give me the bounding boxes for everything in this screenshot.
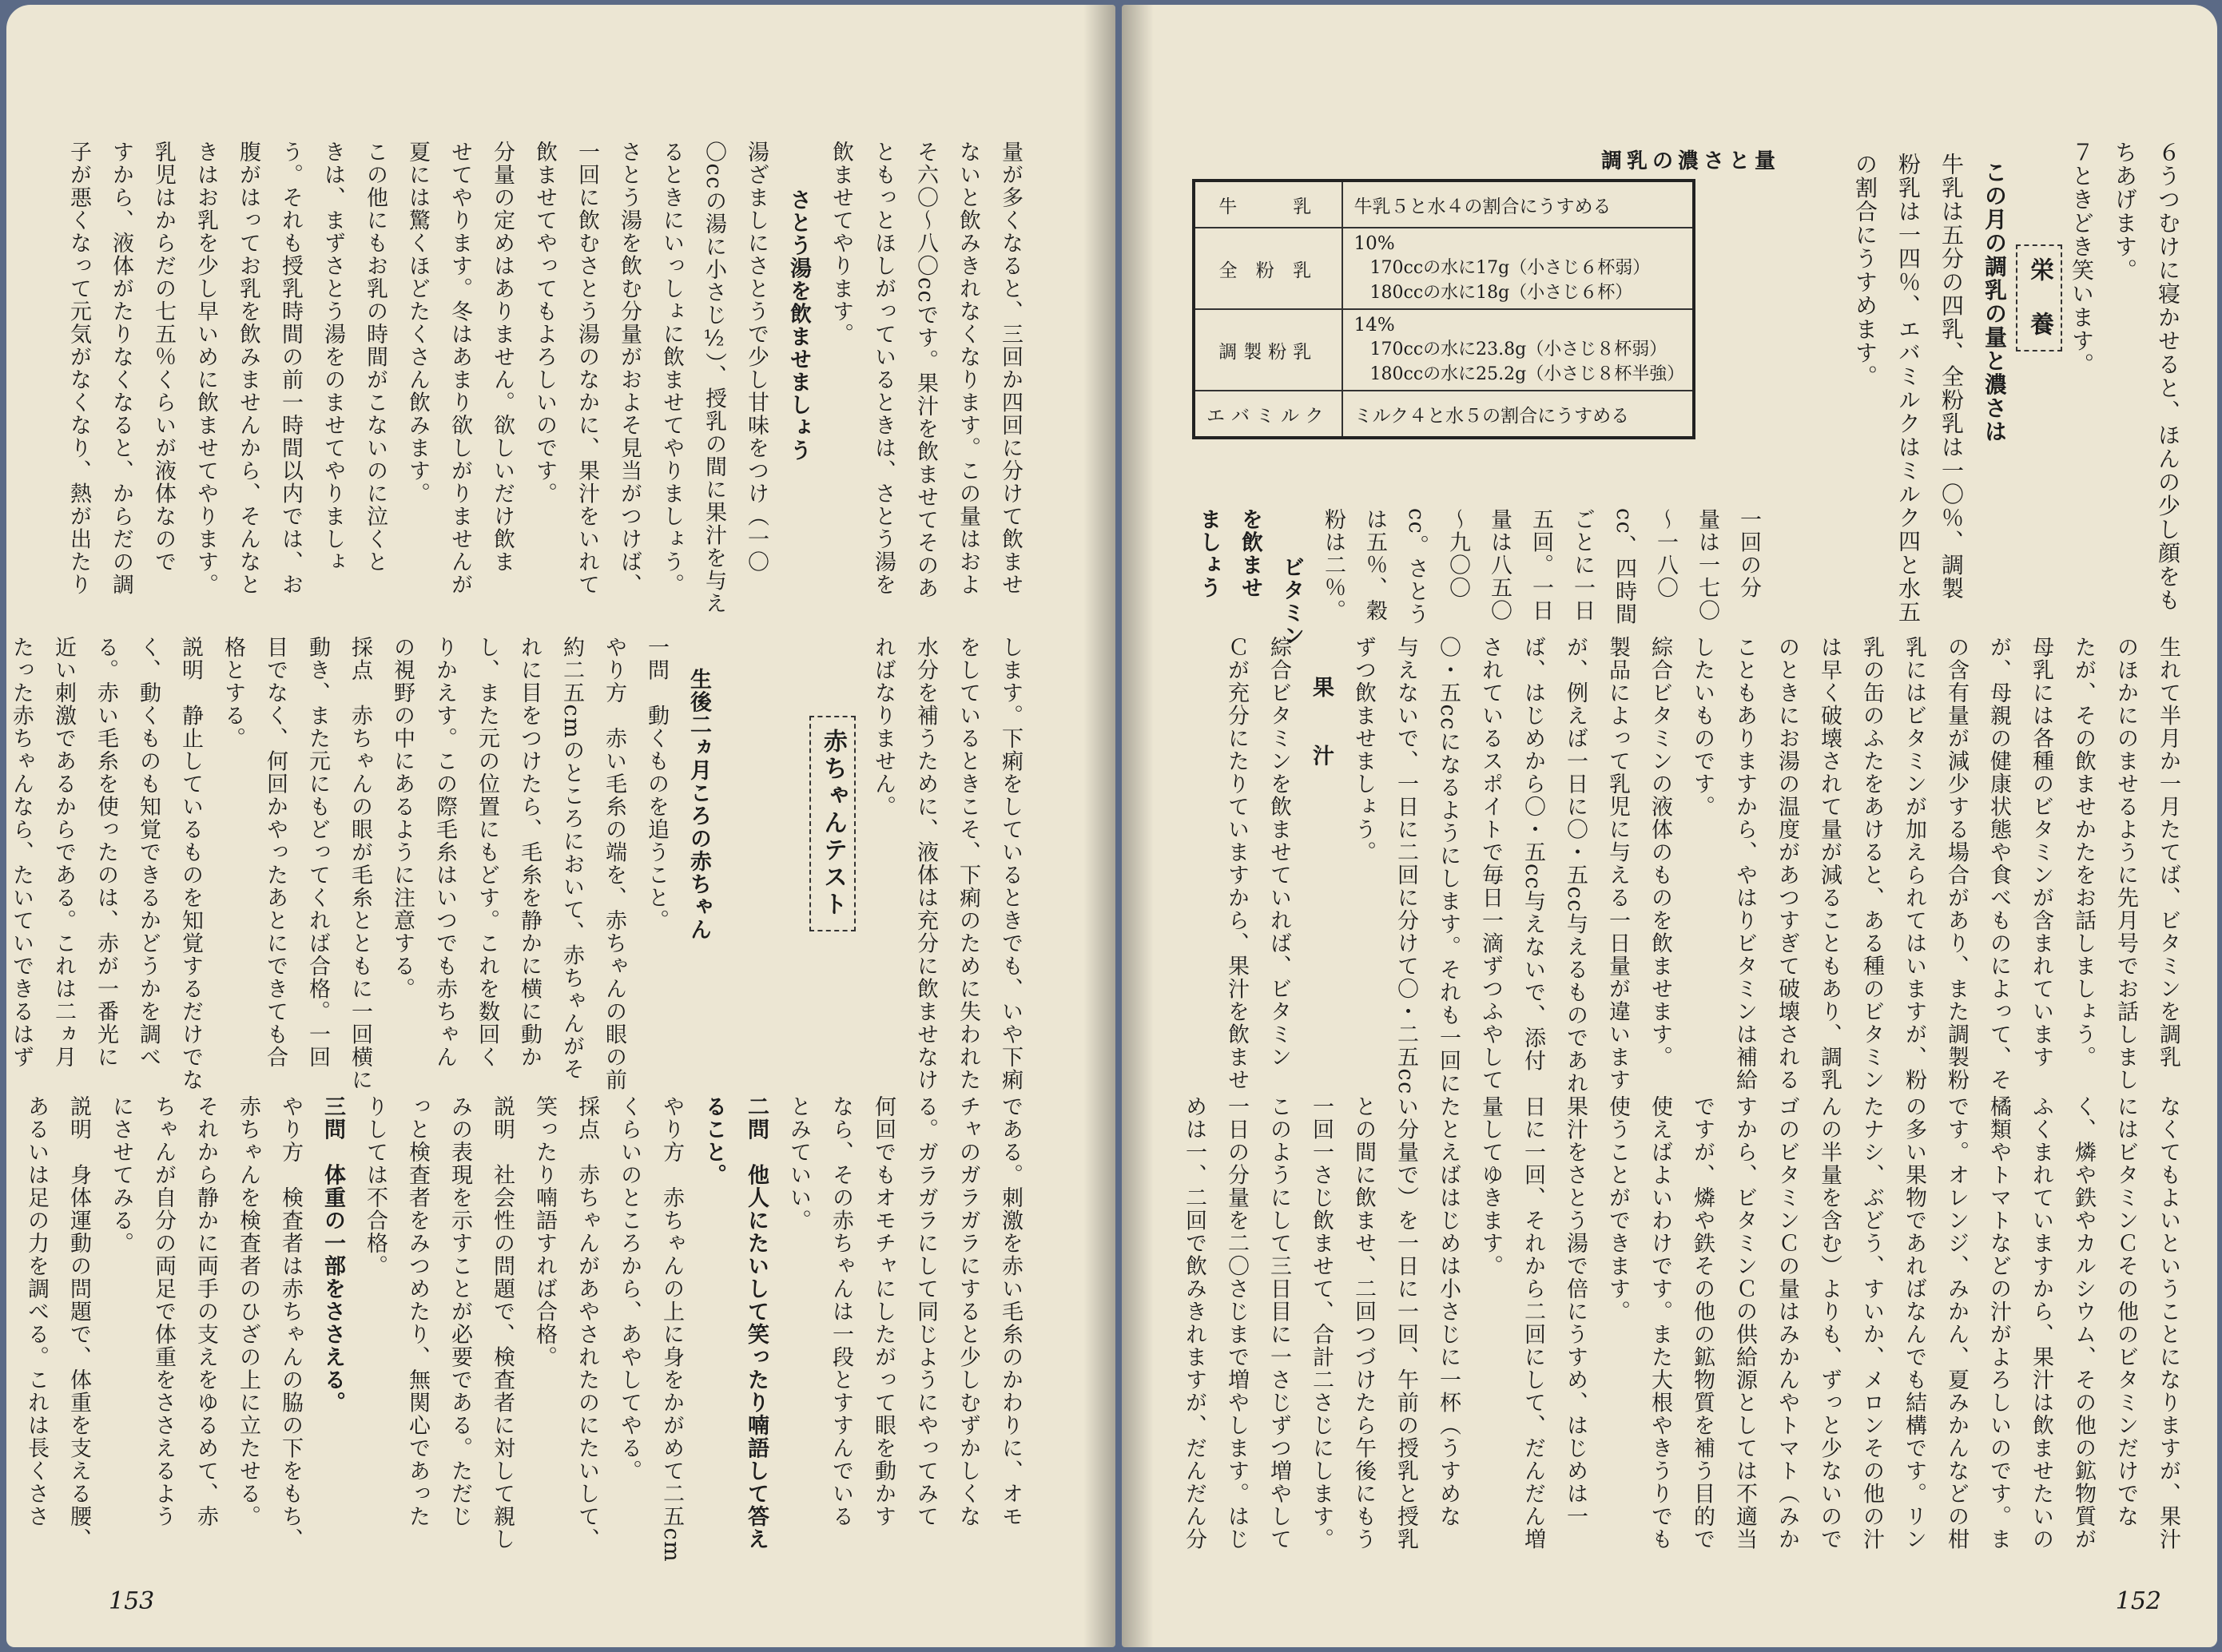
- text-line: たが、その飲ませかたをお話しましょう。: [2071, 636, 2096, 1069]
- text-line: 与えないで、一日に二回に分けて〇・二五cc: [1393, 636, 1418, 1095]
- text-line: 子が悪くなって元気がなくなり、熱が出たり: [66, 141, 91, 596]
- text-line: 生れて半月か一月たてば、ビタミンを調乳: [2156, 636, 2180, 1069]
- text-line: きはお乳を少し早いめに飲ませてやります。: [193, 141, 218, 596]
- text-line: くらいのところから、あやしてやる。: [617, 1095, 642, 1483]
- table-row: [1194, 228, 1694, 309]
- text-line: 約二五cmのところにおいて、赤ちゃんがそ: [559, 636, 584, 1081]
- row-value: [1342, 309, 1694, 391]
- question-heading: 二問 他人にたいして笑ったり喃語して答え: [744, 1095, 769, 1551]
- text-line: 説明 静止しているものを知覚するだけでな: [178, 636, 203, 1091]
- baby-test-subheading: 生後二ヵ月ころの赤ちゃん: [686, 668, 711, 941]
- text-line: 使うことができます。: [1605, 1095, 1630, 1323]
- text-line: 夏には驚くほどたくさん飲みます。: [405, 141, 430, 505]
- text-line: 近い刺激であるからである。これは二ヵ月: [51, 636, 76, 1069]
- row-value: 牛乳５と水４の割合にうすめる: [1342, 181, 1694, 228]
- text-line: 乳にはビタミンが加えられてはいますが、粉: [1902, 636, 1926, 1091]
- text-line: なくてもよいということになりますが、果汁: [2156, 1095, 2180, 1551]
- text-line: 牛乳は五分の四乳、全粉乳は一〇％、調製: [1938, 153, 1965, 601]
- text-line: るときにいっしょに飲ませてやりましょう。: [659, 141, 684, 596]
- question-heading: 三問 体重の一部をささえる。: [320, 1095, 345, 1414]
- baby-test-heading: 赤ちゃんテスト: [809, 716, 856, 931]
- text-line: 格とする。: [221, 636, 245, 750]
- text-line: の割合にうすめます。: [1852, 153, 1878, 388]
- text-line: やり方 検査者は赤ちゃんの脇の下をもち、: [278, 1095, 303, 1551]
- text-line: 綜合ビタミンの液体のものを飲ませます。: [1648, 636, 1672, 1069]
- row-label: 調製粉乳: [1194, 309, 1342, 391]
- text-line: りかえす。この際毛糸はいつでも赤ちゃん: [432, 636, 457, 1069]
- text-line: は五％、穀: [1362, 508, 1387, 622]
- text-line: こともありますから、やはりビタミンは補給: [1732, 636, 1757, 1091]
- text-line: る。ガラガラにして同じようにやってみて: [913, 1095, 938, 1528]
- text-line: 湯ざましにさとうで少し甘味をつけ（一〇: [744, 141, 769, 574]
- text-line: 母乳には各種のビタミンが含まれています: [2029, 636, 2053, 1069]
- text-line: すから、液体がたりなくなると、からだの調: [109, 141, 133, 596]
- text-line: すから、ビタミンＣの供給源としては不適当: [1732, 1095, 1757, 1551]
- text-line: の視野の中にあるように注意する。: [390, 636, 415, 1000]
- table-row: [1194, 181, 1694, 228]
- text-line: る。赤い毛糸を使ったのは、赤が一番光に: [93, 636, 118, 1069]
- text-line: 量は八五〇: [1487, 508, 1512, 622]
- text-line: い分量で）を一日に一回、午前の授乳と授乳: [1393, 1095, 1418, 1551]
- row-label: 牛 乳: [1194, 181, 1342, 228]
- vitamin-heading: ビタミン: [1279, 556, 1304, 647]
- text-line: ば、はじめから〇・五cc与えないで、添付: [1520, 636, 1545, 1073]
- right-top-items: [2061, 141, 2179, 612]
- text-line: 使えばよいわけです。また大根やきうりでも: [1648, 1095, 1672, 1551]
- text-line: そ六〇〜八〇ccです。果汁を飲ませてそのあ: [913, 141, 938, 600]
- text-line: 乳の缶のふたをあけると、ある種のビタミン: [1859, 636, 1884, 1091]
- text-line: 〜九〇〇: [1445, 508, 1470, 599]
- narrow-text-block: [1187, 508, 1759, 647]
- nutrition-heading: 栄 養: [2016, 244, 2062, 351]
- row-value: [1342, 228, 1694, 309]
- ratio-subheading: この月の調乳の量と濃さは: [1982, 161, 2008, 443]
- amount-line: 180ccの水に18g（小さじ６杯）: [1369, 283, 1633, 303]
- text-line: ごとに一日: [1570, 508, 1595, 622]
- text-line: ６うつむけに寝かせると、ほんの少し顔をも: [2155, 141, 2181, 612]
- text-line: く、燐や鉄やカルシウム、その他の鉱物質が: [2071, 1095, 2096, 1551]
- sugar-water-heading: さとう湯を飲ませましょう: [786, 189, 811, 462]
- text-line: が、例えば一日に〇・五cc与えるものであれ: [1563, 636, 1588, 1095]
- text-line: たった赤ちゃんなら、たいていできるはず: [9, 636, 34, 1069]
- text-line: である。刺激を赤い毛糸のかわりに、オモ: [998, 1095, 1023, 1528]
- left-top-block: [58, 141, 1021, 615]
- text-line: 説明 身体運動の問題で、体重を支える腰、: [66, 1095, 91, 1551]
- text-line: ちゃんが自分の両足で体重をささえるよう: [151, 1095, 176, 1528]
- text-line: 果汁をさとう湯で倍にうすめ、はじめは一: [1563, 1095, 1588, 1528]
- text-line: 綜合ビタミンを飲ませていれば、ビタミン: [1266, 636, 1291, 1069]
- text-line: 量は一七〇: [1695, 508, 1719, 622]
- text-line: 何回でもオモチャにしたがって眼を動かす: [871, 1095, 896, 1528]
- text-line: です。オレンジ、みかん、夏みかんなどの柑: [1944, 1095, 1969, 1551]
- row-label: エバミルク: [1194, 391, 1342, 438]
- text-line: 腹がはってお乳を飲みませんから、そんなと: [236, 141, 260, 596]
- text-line: なら、その赤ちゃんは一段とすすんでいる: [829, 1095, 853, 1528]
- text-line: 量してゆきます。: [1478, 1095, 1503, 1277]
- text-line: 粉乳は一四％、エバミルクはミルク四と水五: [1895, 153, 1922, 624]
- text-line: たとえばはじめは小さじに一杯（うすめな: [1436, 1095, 1461, 1528]
- text-line: 飲ませてやってもよろしいのです。: [532, 141, 557, 505]
- text-line: っと検査者をみつめたり、無関心であった: [405, 1095, 430, 1528]
- row-label: 全 粉 乳: [1194, 228, 1342, 309]
- middle-text-block: [1215, 636, 2179, 1095]
- text-line: が、母親の健康状態や食べものによって、そ: [1986, 636, 2011, 1091]
- ratio-block: [1844, 153, 2008, 624]
- text-line: をしているときこそ、下痢のために失われた: [956, 636, 980, 1091]
- text-line: の多い果物であればなんでも結構です。リン: [1902, 1095, 1926, 1551]
- page-number: 153: [109, 1587, 155, 1615]
- vitamin-heading: ましょう: [1196, 508, 1221, 599]
- text-line: せてやります。冬はあまり欲しがりませんが: [447, 141, 472, 596]
- page-gutter-shadow: [1083, 5, 1115, 1647]
- text-line: とみていい。: [786, 1095, 811, 1232]
- text-line: にさせてみる。: [109, 1095, 133, 1255]
- text-line: ともっとほしがっているときは、さとう湯を: [871, 141, 896, 596]
- text-line: 〇ccの湯に小さじ½）、授乳の間に果汁を与え: [702, 141, 726, 615]
- vitamin-heading: を飲ませ: [1238, 508, 1262, 599]
- question-heading: ること。: [702, 1095, 726, 1186]
- text-line: 目でなく、何回かやったあとにできても合: [263, 636, 288, 1069]
- text-line: チャのガラガラにすると少しむずかしくな: [956, 1095, 980, 1528]
- text-line: の含有量が減少する場合があり、また調製粉: [1944, 636, 1969, 1091]
- text-line: のときにお湯の温度があつすぎて破壊される: [1775, 636, 1799, 1091]
- left-middle-block: [862, 636, 1021, 1091]
- left-test-block: [6, 636, 711, 1091]
- text-line: う。それも授乳時間の前一時間以内では、お: [278, 141, 303, 596]
- text-line: 量が多くなると、三回か四回に分けて飲ませ: [998, 141, 1023, 596]
- text-line: めは一、二回で飲みきれますが、だんだん分: [1182, 1095, 1206, 1551]
- text-line: cc。さとう: [1404, 508, 1429, 626]
- amount-line: 180ccの水に25.2g（小さじ８杯半強）: [1369, 364, 1685, 384]
- text-line: ないと飲みきれなくなります。この量はおよ: [956, 141, 980, 596]
- text-line: く、動くものも知覚できるかどうかを調べ: [136, 636, 161, 1069]
- text-line: さとう湯を飲む分量がおよそ見当がつけば、: [617, 141, 642, 596]
- text-line: あるいは足の力を調べる。これは長くささ: [24, 1095, 49, 1528]
- text-line: 一日の分量を二〇さじまで増やします。はじ: [1224, 1095, 1249, 1551]
- text-line: します。下痢をしているときでも、いや下痢: [998, 636, 1023, 1091]
- text-line: 赤ちゃんを検査者のひざの上に立たせる。: [236, 1095, 260, 1528]
- text-line: ７ときどき笑います。: [2069, 141, 2095, 376]
- left-bottom-block: [15, 1095, 1021, 1563]
- text-line: ればなりません。: [871, 636, 896, 818]
- text-line: 分量の定めはありません。欲しいだけ飲ま: [490, 141, 515, 574]
- text-line: それから静かに両手の支えをゆるめて、赤: [193, 1095, 218, 1528]
- amount-line: 170ccの水に23.8g（小さじ８杯弱）: [1369, 340, 1667, 359]
- page-number: 152: [2115, 1587, 2161, 1615]
- text-line: りしては不合格。: [363, 1095, 388, 1277]
- text-line: 動き、また元にもどってくれば合格。一回: [305, 636, 330, 1069]
- text-line: 日に一回、それから二回にして、だんだん増: [1520, 1095, 1545, 1551]
- text-line: ですが、燐や鉄その他の鉱物質を補う目的で: [1690, 1095, 1715, 1551]
- text-line: のほかにのませるように先月号でお話しまし: [2113, 636, 2138, 1091]
- text-line: 一回一さじ飲ませて、合計二さじにします。: [1309, 1095, 1334, 1551]
- table-row: [1194, 391, 1694, 438]
- text-line: この他にもお乳の時間がこないのに泣くと: [363, 141, 388, 574]
- text-line: にはビタミンＣその他のビタミンだけでな: [2113, 1095, 2138, 1528]
- page-gutter-shadow: [1122, 5, 1154, 1647]
- text-line: 粉は二％。: [1321, 508, 1346, 622]
- text-line: んの半量を含む）よりも、ずっと少ないので: [1817, 1095, 1842, 1551]
- text-line: 一問 動くものを追うこと。: [644, 636, 669, 932]
- text-line: ずつ飲ませましょう。: [1351, 636, 1376, 864]
- text-line: このようにして三日目に一さじずつ増やして: [1266, 1095, 1291, 1551]
- concentration: 10%: [1353, 233, 1395, 254]
- text-line: したいものです。: [1690, 636, 1715, 818]
- text-line: 飲ませてやります。: [829, 141, 853, 346]
- text-line: ちあげます。: [2112, 141, 2138, 282]
- concentration: 14%: [1353, 315, 1395, 336]
- text-line: 説明 社会性の問題で、検査者に対して親し: [490, 1095, 515, 1551]
- text-line: 採点 赤ちゃんの眼が毛糸とともに一回横に: [348, 636, 372, 1091]
- text-line: 乳児はからだの七五％くらいが液体なので: [151, 141, 176, 574]
- table-row: [1194, 309, 1694, 391]
- text-line: し、また元の位置にもどす。これを数回く: [475, 636, 499, 1069]
- text-line: みの表現を示すことが必要である。ただじ: [447, 1095, 472, 1528]
- right-page: [1122, 5, 2217, 1647]
- text-line: やり方 赤い毛糸の端を、赤ちゃんの眼の前: [602, 636, 626, 1091]
- text-line: やり方 赤ちゃんの上に身をかがめて二五cm: [659, 1095, 684, 1563]
- text-line: 〇・五ccになるようにします。それも一回に: [1436, 636, 1461, 1095]
- text-line: 笑ったり喃語すれば合格。: [532, 1095, 557, 1368]
- text-line: 五回。一日: [1528, 508, 1553, 622]
- text-line: 一回に飲むさとう湯のなかに、果汁をいれて: [574, 141, 599, 596]
- text-line: cc、四時間: [1612, 508, 1636, 626]
- text-line: 一回の分: [1736, 508, 1761, 599]
- text-line: 〜一八〇: [1653, 508, 1678, 599]
- text-line: Ｃが充分にたりていますから、果汁を飲ませ: [1224, 636, 1249, 1091]
- text-line: 水分を補うために、液体は充分に飲ませなけ: [913, 636, 938, 1091]
- text-line: ゴのビタミンＣの量はみかんやトマト（みか: [1775, 1095, 1799, 1551]
- text-line: との間に飲ませ、二回つづけたら午後にもう: [1351, 1095, 1376, 1551]
- text-line: 橘類やトマトなどの汁がよろしいのです。ま: [1986, 1095, 2011, 1551]
- milk-ratio-table: [1192, 179, 1695, 439]
- fruit-juice-heading: 果 汁: [1309, 676, 1334, 767]
- text-line: きは、まずさとう湯をのませてやりましょ: [320, 141, 345, 574]
- table-title: 調乳の濃さと量: [1601, 149, 1781, 173]
- bottom-text-block: [1173, 1095, 2179, 1551]
- left-page: [6, 5, 1115, 1647]
- text-line: れに目をつけたら、毛糸を静かに横に動か: [517, 636, 542, 1069]
- text-line: 製品によって乳児に与える一日量が違います: [1605, 636, 1630, 1091]
- text-line: ふくまれていますから、果汁は飲ませたいの: [2029, 1095, 2053, 1551]
- row-value: ミルク４と水５の割合にうすめる: [1342, 391, 1694, 438]
- text-line: 採点 赤ちゃんがあやされたのにたいして、: [574, 1095, 599, 1551]
- text-line: は早く破壊されて量が減ることもあり、調乳: [1817, 636, 1842, 1091]
- text-line: されているスポイトで毎日一滴ずつふやして: [1478, 636, 1503, 1091]
- text-line: たナシ、ぶどう、すいか、メロンその他の汁: [1859, 1095, 1884, 1551]
- amount-line: 170ccの水に17g（小さじ６杯弱）: [1369, 258, 1651, 278]
